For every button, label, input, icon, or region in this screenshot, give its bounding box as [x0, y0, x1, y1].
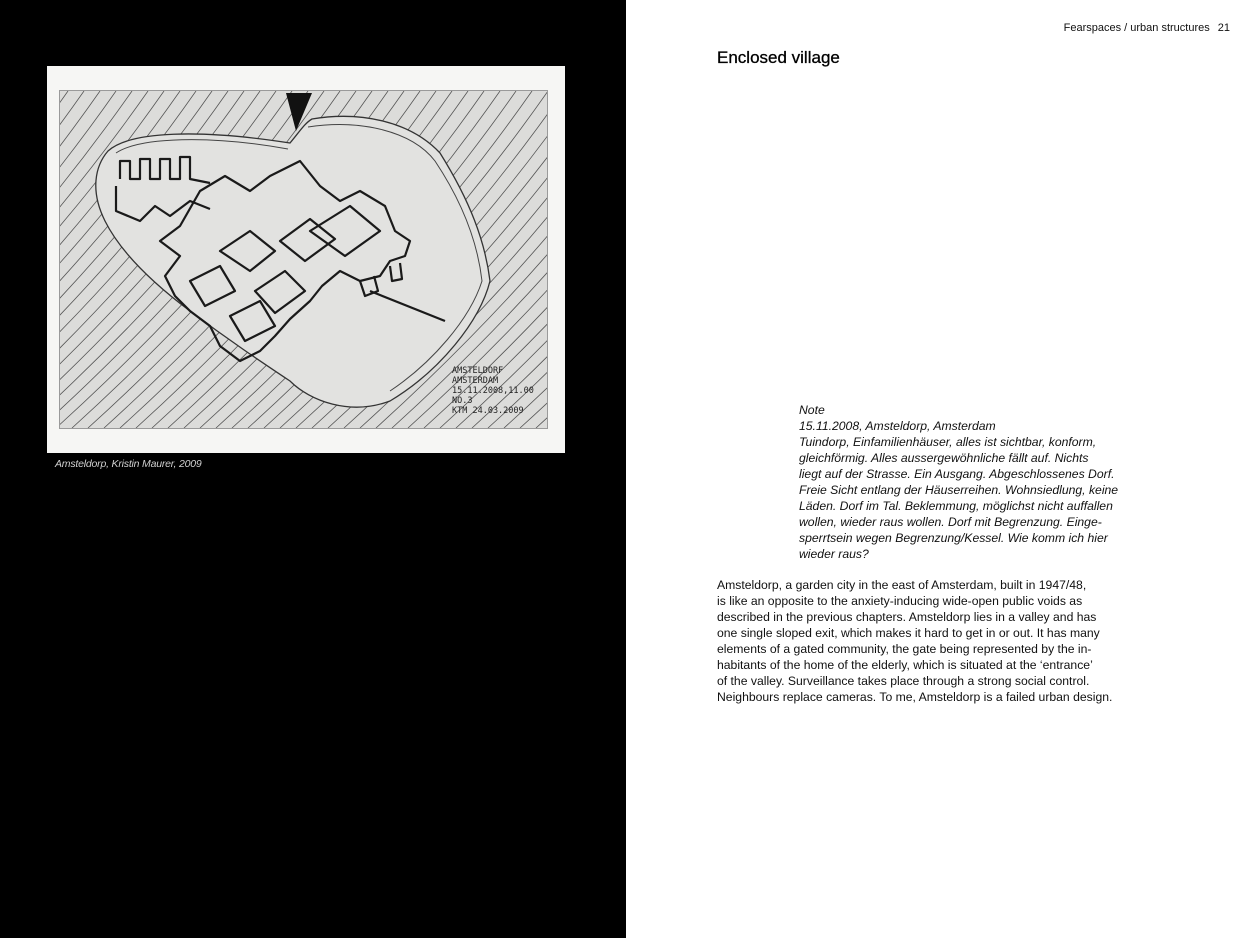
note-line: Läden. Dorf im Tal. Beklemmung, möglichst nicht auffallen: [799, 499, 1113, 513]
body-paragraph: [717, 577, 1137, 705]
hatch-line: [60, 91, 116, 428]
etching-plate: [59, 90, 548, 429]
note-line: gleichförmig. Alles aussergewöhnliche fällt auf. Nichts: [799, 451, 1089, 465]
note-heading: Note: [799, 403, 825, 417]
running-head: [1064, 22, 1230, 34]
valley-outline: [96, 116, 490, 407]
note-line: Tuindorp, Einfamilienhäuser, alles ist sichtbar, konform,: [799, 435, 1097, 449]
page-number: 21: [1217, 22, 1230, 34]
note-line: wieder raus?: [799, 547, 869, 561]
running-title: Fearspaces / urban structures: [1063, 22, 1210, 34]
page-title: Enclosed village: [717, 48, 840, 67]
inscription-line: NO.3: [452, 396, 473, 406]
body-line: one single sloped exit, which makes it hard to get in or out. It has many: [717, 626, 1100, 640]
hatch-line: [60, 91, 68, 428]
body-line: Neighbours replace cameras. To me, Amsteldorp is a failed urban design.: [717, 690, 1113, 704]
note-line: sperrtsein wegen Begrenzung/Kessel. Wie komm ich hier: [799, 531, 1108, 545]
note-line: 15.11.2008, Amsteldorp, Amsterdam: [799, 419, 996, 433]
amsteldorp-etching-drawing: [60, 91, 547, 428]
inscription-line: AMSTERDAM: [452, 376, 499, 386]
field-note: [799, 402, 1134, 562]
note-line: wollen, wieder raus wollen. Dorf mit Begrenzung. Einge-: [799, 515, 1102, 529]
body-line: is like an opposite to the anxiety-inducing wide-open public voids as: [717, 594, 1083, 608]
body-line: habitants of the home of the elderly, which is situated at the ‘entrance’: [717, 658, 1093, 672]
note-line: liegt auf der Strasse. Ein Ausgang. Abgeschlossenes Dorf.: [799, 467, 1115, 481]
body-line: elements of a gated community, the gate being represented by the in-: [717, 642, 1092, 656]
plate-inscription: [452, 366, 534, 416]
etching-print: [47, 66, 565, 453]
inscription-line: 15.11.2008,11.00: [452, 386, 534, 396]
body-line: Amsteldorp, a garden city in the east of Amsterdam, built in 1947/48,: [717, 578, 1087, 592]
note-line: Freie Sicht entlang der Häuserreihen. Wohnsiedlung, keine: [799, 483, 1119, 497]
inscription-line: KTM 24.03.2009: [452, 406, 524, 416]
body-line: described in the previous chapters. Amsteldorp lies in a valley and has: [717, 610, 1097, 624]
figure-caption: Amsteldorp, Kristin Maurer, 2009: [55, 458, 202, 470]
hatch-line: [60, 91, 132, 428]
body-line: of the valley. Surveillance takes place through a strong social control.: [717, 674, 1090, 688]
inscription-line: AMSTELDORF: [452, 366, 504, 376]
